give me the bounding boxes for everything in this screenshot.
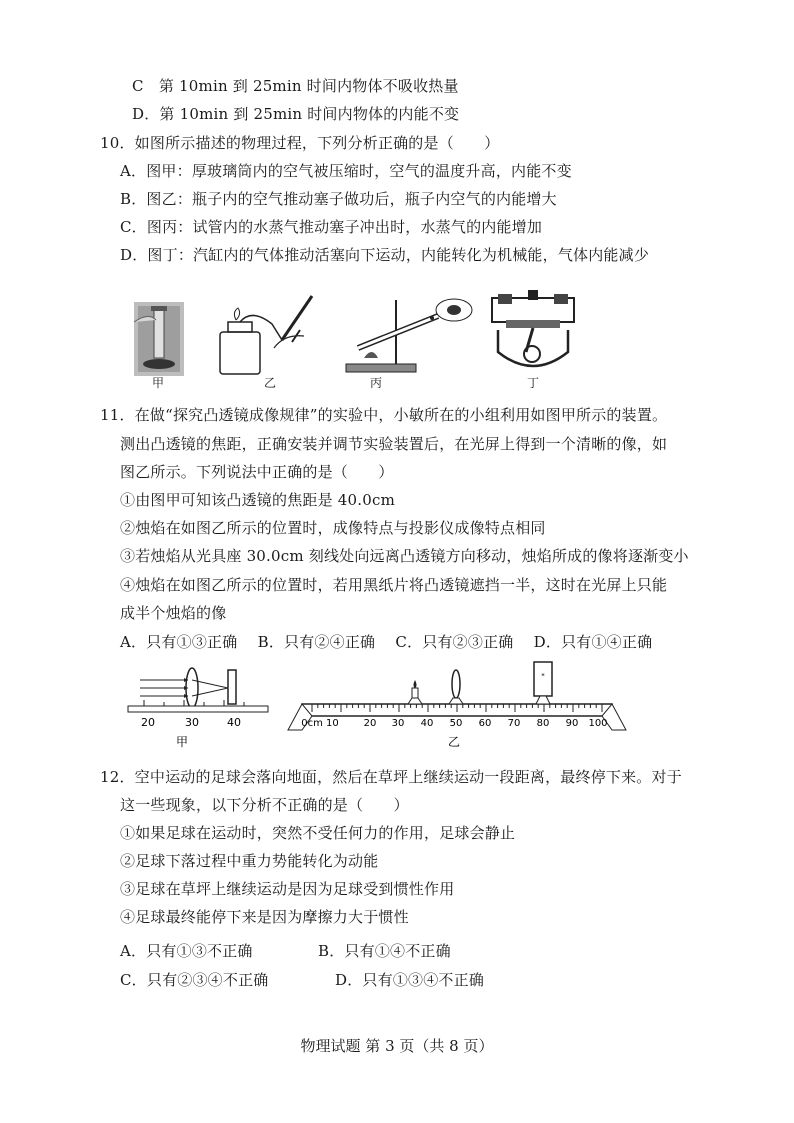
q12-option-d: D．只有①③④不正确 [335,971,485,989]
bench-tick-50: 50 [449,718,463,729]
q12-statement-1: ①如果足球在运动时，突然不受任何力的作用，足球会静止 [120,824,516,842]
fig-label-jia-lens: 甲 [175,735,189,749]
bench-tick-90: 90 [565,718,579,729]
optical-bench-figure [284,660,630,750]
q11-statement-2: ②烛焰在如图乙所示的位置时，成像特点与投影仪成像特点相同 [120,519,546,537]
fig-label-yi-bench: 乙 [447,735,461,749]
q10-option-c: C．图丙：试管内的水蒸气推动塞子冲出时，水蒸气的内能增加 [120,218,543,236]
q11-statement-4b: 成半个烛焰的像 [120,604,227,622]
q11-statement-1: ①由图甲可知该凸透镜的焦距是 40.0cm [120,491,395,509]
q10-stem: 10．如图所示描述的物理过程，下列分析正确的是（ ） [100,134,500,152]
q12-option-a: A．只有①③不正确 [120,942,253,960]
q12-statement-2: ②足球下落过程中重力势能转化为动能 [120,852,379,870]
engine-cylinder-figure [488,290,578,378]
q10-option-b: B．图乙：瓶子内的空气推动塞子做功后，瓶子内空气的内能增大 [120,190,557,208]
bench-tick-40: 40 [420,718,434,729]
q10-figures [128,290,688,390]
svg-text:*: * [541,672,545,680]
q11-statement-3: ③若烛焰从光具座 30.0cm 刻线处向远离凸透镜方向移动，烛焰所成的像将逐渐变小 [120,547,689,565]
q11-stem-line1: 11．在做“探究凸透镜成像规律”的实验中，小敏所在的小组利用如图甲所示的装置。 [100,406,668,424]
q10-option-d: D．图丁：汽缸内的气体推动活塞向下运动，内能转化为机械能，气体内能减少 [120,246,650,264]
q9-option-d: D．第 10min 到 25min 时间内物体的内能不变 [132,105,460,123]
q12-stem-line1: 12．空中运动的足球会落向地面，然后在草坪上继续运动一段距离，最终停下来。对于 [100,768,682,786]
q11-statement-4a: ④烛焰在如图乙所示的位置时，若用黑纸片将凸透镜遮挡一半，这时在光屏上只能 [120,576,668,594]
q12-statement-4: ④足球最终能停下来是因为摩擦力大于惯性 [120,908,409,926]
lens-focal-figure [120,660,280,750]
q11-options: A．只有①③正确 B．只有②④正确 C．只有②③正确 D．只有①④正确 [120,633,653,651]
ruler-jia-tick-30: 30 [185,716,199,729]
q11-stem-line2: 测出凸透镜的焦距，正确安装并调节实验装置后，在光屏上得到一个清晰的像，如 [120,435,668,453]
q11-stem-line3: 图乙所示。下列说法中正确的是（ ） [120,463,394,481]
bench-tick-20: 20 [363,718,377,729]
fig-label-ding: 丁 [526,376,539,390]
bottle-pump-figure [212,290,322,378]
fire-syringe-figure [134,302,184,376]
bench-tick-0: 0cm 10 [301,718,339,729]
fig-label-jia: 甲 [151,376,164,390]
fig-label-yi: 乙 [263,376,276,390]
ruler-jia-tick-40: 40 [227,716,241,729]
q10-option-a: A．图甲：厚玻璃筒内的空气被压缩时，空气的温度升高，内能不变 [120,162,572,180]
q12-option-c: C．只有②③④不正确 [120,971,269,989]
test-tube-figure [338,292,488,378]
page-footer: 物理试题 第 3 页（共 8 页） [300,1037,494,1055]
q12-stem-line2: 这一些现象，以下分析不正确的是（ ） [120,796,409,814]
fig-label-bing: 丙 [369,376,382,390]
q12-statement-3: ③足球在草坪上继续运动是因为足球受到惯性作用 [120,880,455,898]
bench-tick-30: 30 [391,718,405,729]
bench-tick-100: 100 [588,718,608,729]
bench-tick-70: 70 [507,718,521,729]
q9-option-c: C 第 10min 到 25min 时间内物体不吸收热量 [132,77,459,95]
q12-option-b: B．只有①④不正确 [318,942,451,960]
bench-tick-60: 60 [478,718,492,729]
ruler-jia-tick-20: 20 [141,716,155,729]
bench-tick-80: 80 [536,718,550,729]
